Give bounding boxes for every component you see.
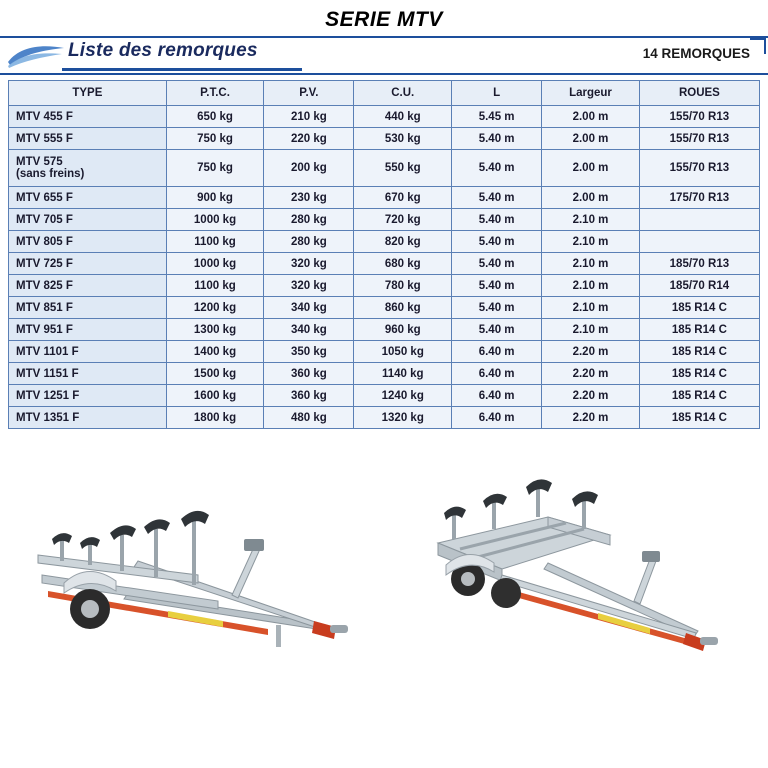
band-divider-top [0,36,768,38]
cell-length: 5.40 m [452,253,542,275]
cell-width: 2.20 m [542,385,640,407]
page-title: SERIE MTV [325,8,443,31]
cell-pv: 230 kg [264,187,354,209]
cell-wheels [639,231,759,253]
table-row [9,128,760,150]
header-band [0,34,768,78]
cell-width: 2.10 m [542,209,640,231]
cell-pv: 210 kg [264,106,354,128]
cell-wheels: 185 R14 C [639,341,759,363]
product-photos [0,443,768,693]
type-name: MTV 951 F [16,323,73,336]
table-row [9,363,760,385]
trailer-photo-side-view [18,443,358,663]
type-subnote: (sans freins) [16,168,85,180]
type-name: MTV 805 F [16,235,73,248]
cell-pv: 280 kg [264,231,354,253]
cell-wheels: 185/70 R13 [639,253,759,275]
cell-cu: 1050 kg [354,341,452,363]
cell-width: 2.20 m [542,341,640,363]
cell-width: 2.00 m [542,106,640,128]
cell-ptc: 1000 kg [166,253,264,275]
cell-wheels: 185 R14 C [639,407,759,429]
cell-length: 6.40 m [452,407,542,429]
cell-cu: 820 kg [354,231,452,253]
type-name: MTV 851 F [16,301,73,314]
cell-length: 5.40 m [452,128,542,150]
cell-length: 6.40 m [452,385,542,407]
cell-length: 5.40 m [452,150,542,187]
column-header-largeur: Largeur [542,81,640,106]
cell-pv: 360 kg [264,385,354,407]
cell-length: 5.40 m [452,275,542,297]
cell-length: 5.45 m [452,106,542,128]
type-name: MTV 1351 F [16,411,80,424]
table-row [9,297,760,319]
cell-type [9,187,167,209]
cell-ptc: 1500 kg [166,363,264,385]
table-body [9,106,760,429]
cell-type [9,231,167,253]
cell-ptc: 1400 kg [166,341,264,363]
cell-cu: 530 kg [354,128,452,150]
type-name: MTV 705 F [16,213,73,226]
cell-ptc: 1100 kg [166,231,264,253]
cell-width: 2.00 m [542,187,640,209]
cell-type [9,275,167,297]
column-header-l: L [452,81,542,106]
cell-cu: 670 kg [354,187,452,209]
cell-pv: 200 kg [264,150,354,187]
table-row [9,319,760,341]
table-row [9,253,760,275]
cell-type [9,106,167,128]
type-name: MTV 725 F [16,257,73,270]
type-name: MTV 1101 F [16,345,79,358]
column-header-pv: P.V. [264,81,354,106]
cell-width: 2.00 m [542,128,640,150]
cell-type [9,297,167,319]
cell-ptc: 750 kg [166,128,264,150]
section-heading-underline [62,68,302,71]
type-name: MTV 455 F [16,110,73,123]
cell-length: 5.40 m [452,297,542,319]
cell-type [9,407,167,429]
table-row [9,341,760,363]
cell-cu: 1320 kg [354,407,452,429]
table-row [9,150,760,187]
cell-type [9,209,167,231]
column-header-cu: C.U. [354,81,452,106]
type-name: MTV 555 F [16,132,73,145]
cell-pv: 360 kg [264,363,354,385]
table-row [9,209,760,231]
cell-width: 2.00 m [542,150,640,187]
cell-wheels: 185/70 R14 [639,275,759,297]
table-header-row-group [9,81,760,106]
type-name: MTV 1151 F [16,367,79,380]
trailer-count-label: 14 REMORQUES [642,46,750,61]
cell-length: 5.40 m [452,319,542,341]
cell-ptc: 1100 kg [166,275,264,297]
cell-length: 5.40 m [452,187,542,209]
cell-type [9,363,167,385]
cell-type [9,253,167,275]
table-row [9,231,760,253]
band-divider-bottom [0,73,768,75]
cell-type [9,150,167,187]
cell-width: 2.20 m [542,363,640,385]
type-name: MTV 1251 F [16,389,80,402]
table-row [9,275,760,297]
cell-wheels: 155/70 R13 [639,106,759,128]
cell-wheels: 185 R14 C [639,385,759,407]
cell-ptc: 1300 kg [166,319,264,341]
specifications-table-wrapper [0,80,768,429]
cell-cu: 960 kg [354,319,452,341]
column-header-type: TYPE [9,81,167,106]
cell-type [9,319,167,341]
cell-wheels: 155/70 R13 [639,150,759,187]
cell-cu: 720 kg [354,209,452,231]
cell-cu: 780 kg [354,275,452,297]
cell-width: 2.10 m [542,275,640,297]
cell-width: 2.10 m [542,319,640,341]
cell-pv: 320 kg [264,253,354,275]
type-name: MTV 575 [16,156,63,168]
column-header-roues: ROUES [639,81,759,106]
column-header-ptc: P.T.C. [166,81,264,106]
type-name: MTV 825 F [16,279,73,292]
cell-ptc: 750 kg [166,150,264,187]
cell-type [9,341,167,363]
cell-wheels: 185 R14 C [639,363,759,385]
cell-pv: 340 kg [264,297,354,319]
cell-wheels: 185 R14 C [639,297,759,319]
cell-length: 6.40 m [452,341,542,363]
cell-wheels: 155/70 R13 [639,128,759,150]
cell-ptc: 650 kg [166,106,264,128]
cell-type [9,128,167,150]
table-row [9,106,760,128]
cell-pv: 280 kg [264,209,354,231]
cell-length: 5.40 m [452,231,542,253]
corner-bracket-decoration [750,38,766,54]
table-row [9,187,760,209]
cell-pv: 480 kg [264,407,354,429]
cell-ptc: 900 kg [166,187,264,209]
cell-cu: 680 kg [354,253,452,275]
specifications-table [8,80,760,429]
cell-wheels: 185 R14 C [639,319,759,341]
cell-type [9,385,167,407]
cell-ptc: 1800 kg [166,407,264,429]
cell-pv: 350 kg [264,341,354,363]
cell-ptc: 1000 kg [166,209,264,231]
cell-cu: 550 kg [354,150,452,187]
cell-pv: 220 kg [264,128,354,150]
type-name: MTV 655 F [16,191,73,204]
cell-cu: 1240 kg [354,385,452,407]
cell-wheels: 175/70 R13 [639,187,759,209]
cell-wheels [639,209,759,231]
wave-swoosh-logo-icon [6,40,68,70]
cell-width: 2.10 m [542,297,640,319]
cell-width: 2.10 m [542,231,640,253]
cell-width: 2.20 m [542,407,640,429]
cell-pv: 340 kg [264,319,354,341]
section-heading: Liste des remorques [68,40,258,61]
cell-length: 6.40 m [452,363,542,385]
table-row [9,385,760,407]
cell-cu: 860 kg [354,297,452,319]
cell-pv: 320 kg [264,275,354,297]
table-header-row [9,81,760,106]
cell-cu: 1140 kg [354,363,452,385]
cell-cu: 440 kg [354,106,452,128]
cell-length: 5.40 m [452,209,542,231]
trailer-photo-three-quarter-view [398,443,738,663]
cell-ptc: 1200 kg [166,297,264,319]
cell-width: 2.10 m [542,253,640,275]
table-row [9,407,760,429]
cell-ptc: 1600 kg [166,385,264,407]
